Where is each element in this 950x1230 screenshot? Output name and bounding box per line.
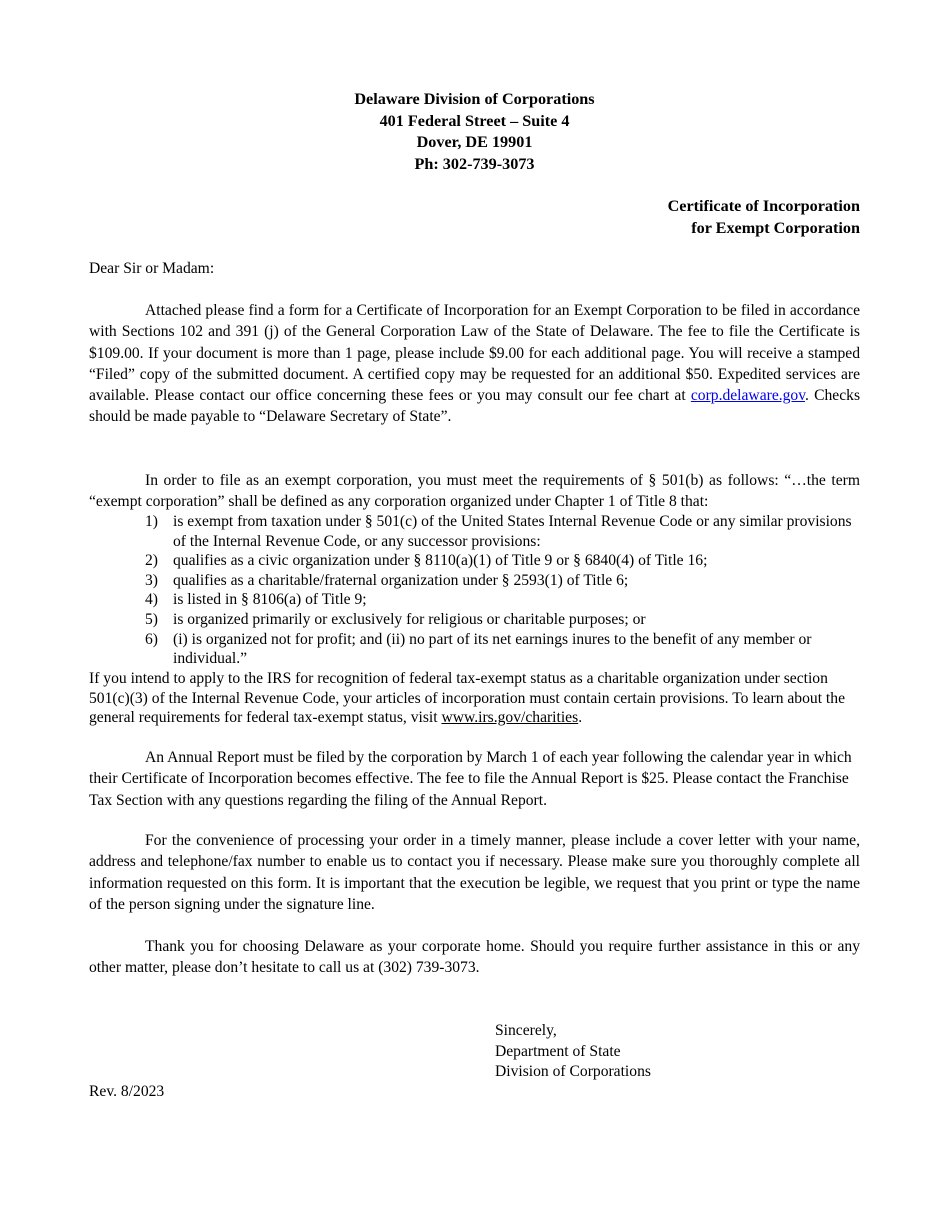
list-item: [89, 512, 860, 551]
list-item: [89, 551, 860, 571]
list-item-number: 6): [145, 630, 158, 648]
list-item-number: 5): [145, 610, 158, 628]
list-item: [89, 590, 860, 610]
list-item: [89, 610, 860, 630]
list-item-number: 1): [145, 513, 158, 530]
annual-report-text: An Annual Report must be filed by the corporation by March 1 of each year following the calendar year in which their Certificate of Incorporation becomes effective. The fee to file the Annual Report is $25. Please contact the Franchise Tax Section with any questions regarding the filing of the Annual Report.: [89, 749, 852, 809]
list-item-text: is exempt from taxation under § 501(c) of the United States Internal Revenue Code or any similar provisions of the Internal Revenue Code, or any successor provisions:: [173, 513, 852, 550]
salutation: Dear Sir or Madam:: [89, 260, 215, 277]
list-item-text: qualifies as a charitable/fraternal organization under § 2593(1) of Title 6;: [173, 571, 629, 589]
list-item-text: (i) is organized not for profit; and (ii) no part of its net earnings inures to the benefit of any member or individual.”: [173, 630, 812, 668]
letterhead-street: 401 Federal Street – Suite 4: [379, 111, 570, 130]
thank-you-text: Thank you for choosing Delaware as your corporate home. Should you require further assistance in this or any other matter, please don’t hesitate to call us at (302) 739-3073.: [89, 938, 860, 977]
title-line-1: Certificate of Incorporation: [667, 197, 860, 215]
list-item: [89, 571, 860, 591]
closing-line-2: Department of State: [495, 1042, 621, 1060]
requirements-intro: [89, 470, 860, 513]
list-item: [89, 630, 860, 669]
irs-charities-link[interactable]: www.irs.gov/charities: [441, 709, 579, 727]
requirements-list: [89, 512, 860, 669]
cover-letter-text: For the convenience of processing your order in a timely manner, please include a cover letter with your name, address and telephone/fax number to enable us to contact you if necessary. Please make sure you thoroughly complete all information requested on this form. It is important that the execution be legible, we request that you print or type the name of the person signing under the signature line.: [89, 832, 860, 913]
list-item-text: is listed in § 8106(a) of Title 9;: [173, 591, 367, 609]
closing-signature: [495, 1021, 651, 1083]
letterhead-org: Delaware Division of Corporations: [354, 90, 595, 108]
fee-paragraph: [89, 300, 860, 428]
requirements-intro-text: In order to file as an exempt corporation, you must meet the requirements of § 501(b) as follows: “…the term “exempt corporation” shall be defined as any corporation organized under Chapter 1 of Title 8 that:: [89, 472, 860, 511]
irs-paragraph: [89, 669, 860, 728]
list-item-text: qualifies as a civic organization under § 8110(a)(1) of Title 9 or § 6840(4) of Title 16;: [173, 552, 708, 570]
irs-paragraph-text: If you intend to apply to the IRS for recognition of federal tax-exempt status as a charitable organization under section 501(c)(3) of the Internal Revenue Code, your articles of incorporation must contain certain provisions. To learn about the general requirements for federal tax-exempt status, visit: [89, 670, 845, 727]
list-item-text: is organized primarily or exclusively for religious or charitable purposes; or: [173, 610, 646, 628]
list-item-number: 4): [145, 591, 158, 609]
annual-report-paragraph: [89, 747, 860, 811]
list-item-number: 2): [145, 552, 158, 570]
closing-line-1: Sincerely,: [495, 1022, 557, 1039]
fee-paragraph-text: Attached please find a form for a Certificate of Incorporation for an Exempt Corporation to be filed in accordance with Sections 102 and 391 (j) of the General Corporation Law of the State of Delaware. The fee to file the Certificate is $109.00. If your document is more than 1 page, please include $9.00 for each additional page. You will receive a stamped “Filed” copy of the submitted document. A certified copy may be requested for an additional $50. Expedited services are available. Please contact our office concerning these fees or you may consult our fee chart at: [89, 302, 860, 405]
title-line-2: for Exempt Corporation: [691, 218, 860, 237]
letterhead-city: Dover, DE 19901: [416, 133, 533, 151]
revision-date: Rev. 8/2023: [89, 1083, 165, 1100]
thank-you-paragraph: [89, 936, 860, 979]
document-title: [668, 196, 860, 239]
letterhead: [89, 89, 860, 175]
cover-letter-paragraph: [89, 830, 860, 915]
fee-paragraph-text-end: . Checks should be made payable to “Delaware Secretary of State”.: [89, 387, 861, 426]
list-item-number: 3): [145, 571, 158, 589]
corp-delaware-link[interactable]: corp.delaware.gov: [690, 387, 806, 405]
closing-line-3: Division of Corporations: [495, 1063, 651, 1080]
irs-paragraph-end: .: [578, 709, 583, 727]
letterhead-phone: Ph: 302-739-3073: [414, 154, 535, 173]
